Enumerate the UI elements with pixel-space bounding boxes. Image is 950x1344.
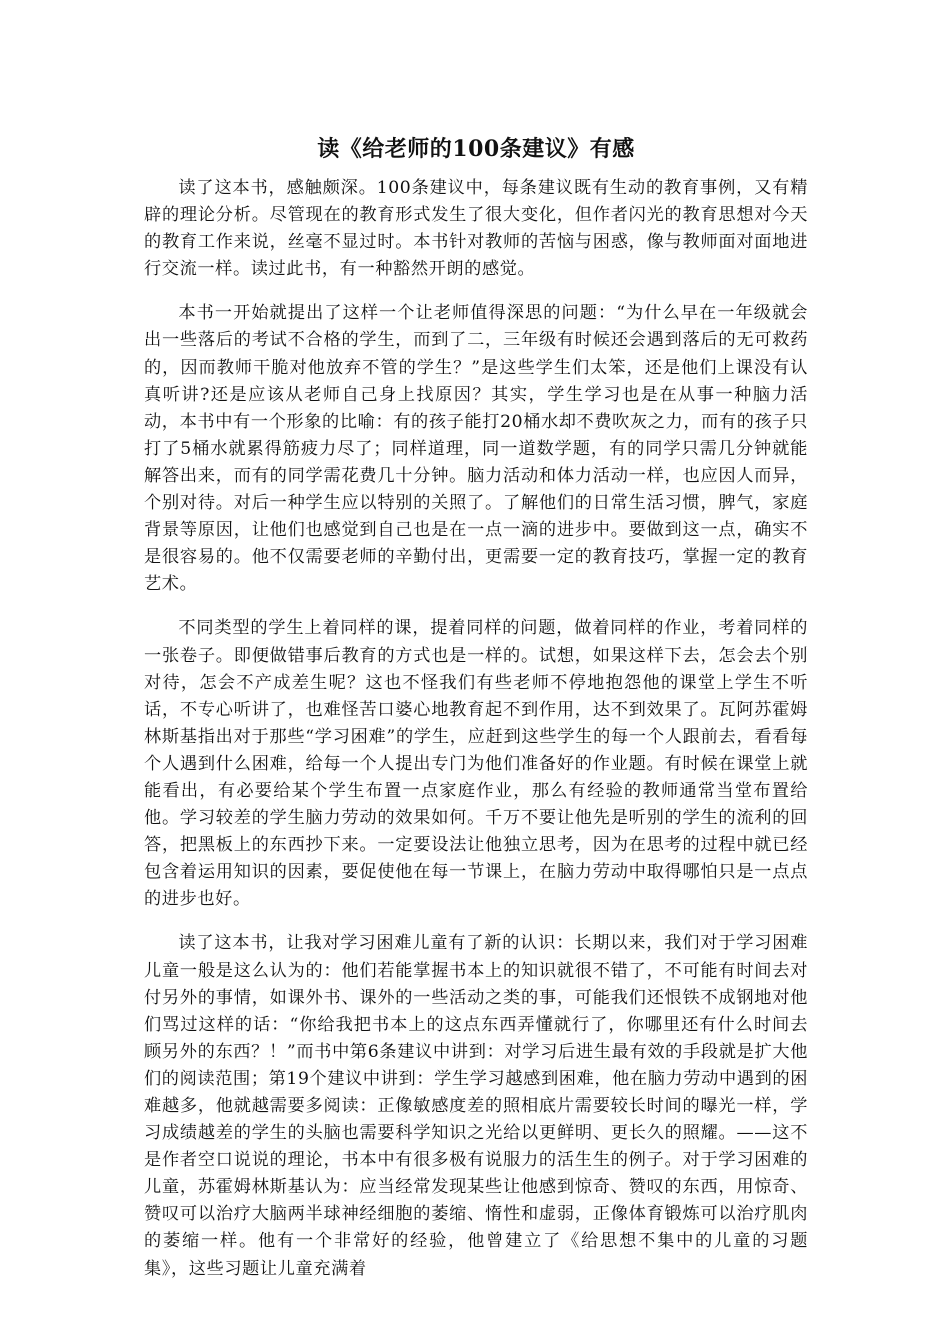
paragraph-4: 读了这本书，让我对学习困难儿童有了新的认识：长期以来，我们对于学习困难儿童一般是这么认为的：他们若能掌握书本上的知识就很不错了，不可能有时间去对付另外的事情，如课外书、课外的一些活动之类的事，可能我们还恨铁不成钢地对他们骂过这样的话：“你给我把书本上的这点东西弄懂就行了，你哪里还有什么时间去顾另外的东西？！”而书中第6条建议中讲到：对学习后进生最有效的手段就是扩大他们的阅读范围；第19个建议中讲到：学生学习越感到困难，他在脑力劳动中遇到的困难越多，他就越需要多阅读：正像敏感度差的照相底片需要较长时间的曝光一样，学习成绩越差的学生的头脑也需要科学知识之光给以更鲜明、更长久的照耀。——这不是作者空口说说的理论，书本中有很多极有说服力的活生生的例子。对于学习困难的儿童，苏霍姆林斯基认为：应当经常发现某些让他感到惊奇、赞叹的东西，用惊奇、赞叹可以治疗大脑两半球神经细胞的萎缩、惰性和虚弱，正像体育锻炼可以治疗肌肉的萎缩一样。他有一个非常好的经验，他曾建立了《给思想不集中的儿童的习题集》，这些习题让儿童充满着 (144, 933, 808, 1279)
document-page (144, 133, 808, 1300)
paragraph-2: 本书一开始就提出了这样一个让老师值得深思的问题：“为什么早在一年级就会出一些落后的考试不合格的学生，而到了二，三年级有时候还会遇到落后的无可救药的，因而教师干脆对他放弃不管的学生？”是这些学生们太笨，还是他们上课没有认真听讲?还是应该从老师自己身上找原因？其实，学生学习也是在从事一种脑力活动，本书中有一个形象的比喻：有的孩子能打20桶水却不费吹灰之力，而有的孩子只打了5桶水就累得筋疲力尽了；同样道理，同一道数学题，有的同学只需几分钟就能解答出来，而有的同学需花费几十分钟。脑力活动和体力活动一样，也应因人而异，个别对待。对后一种学生应以特别的关照了。了解他们的日常生活习惯，脾气，家庭背景等原因，让他们也感觉到自己也是在一点一滴的进步中。要做到这一点，确实不是很容易的。他不仅需要老师的辛勤付出，更需要一定的教育技巧，掌握一定的教育艺术。 (144, 303, 808, 595)
paragraph-3: 不同类型的学生上着同样的课，提着同样的问题，做着同样的作业，考着同样的一张卷子。即便做错事后教育的方式也是一样的。试想，如果这样下去，怎会去个别对待，怎会不产成差生呢？这也不怪我们有些老师不停地抱怨他的课堂上学生不听话，不专心听讲了，也难怪苦口婆心地教育起不到作用，达不到效果了。瓦阿苏霍姆林斯基指出对于那些“学习困难”的学生，应赶到这些学生的每一个人跟前去，看看每个人遇到什么困难，给每一个人提出专门为他们准备好的作业题。有时候在课堂上就能看出，有必要给某个学生布置一点家庭作业，那么有经验的教师通常当堂布置给他。学习较差的学生脑力劳动的效果如何。千万不要让他先是听别的学生的流利的回答，把黑板上的东西抄下来。一定要设法让他独立思考，因为在思考的过程中就已经包含着运用知识的因素，要促使他在每一节课上，在脑力劳动中取得哪怕只是一点点的进步也好。 (144, 618, 808, 910)
paragraph-1: 读了这本书，感触颇深。100条建议中，每条建议既有生动的教育事例，又有精辟的理论分析。尽管现在的教育形式发生了很大变化，但作者闪光的教育思想对今天的教育工作来说，丝毫不显过时。本书针对教师的苦恼与困惑，像与教师面对面地进行交流一样。读过此书，有一种豁然开朗的感觉。 (144, 178, 808, 280)
document-title: 读《给老师的100条建议》有感 (317, 136, 635, 162)
